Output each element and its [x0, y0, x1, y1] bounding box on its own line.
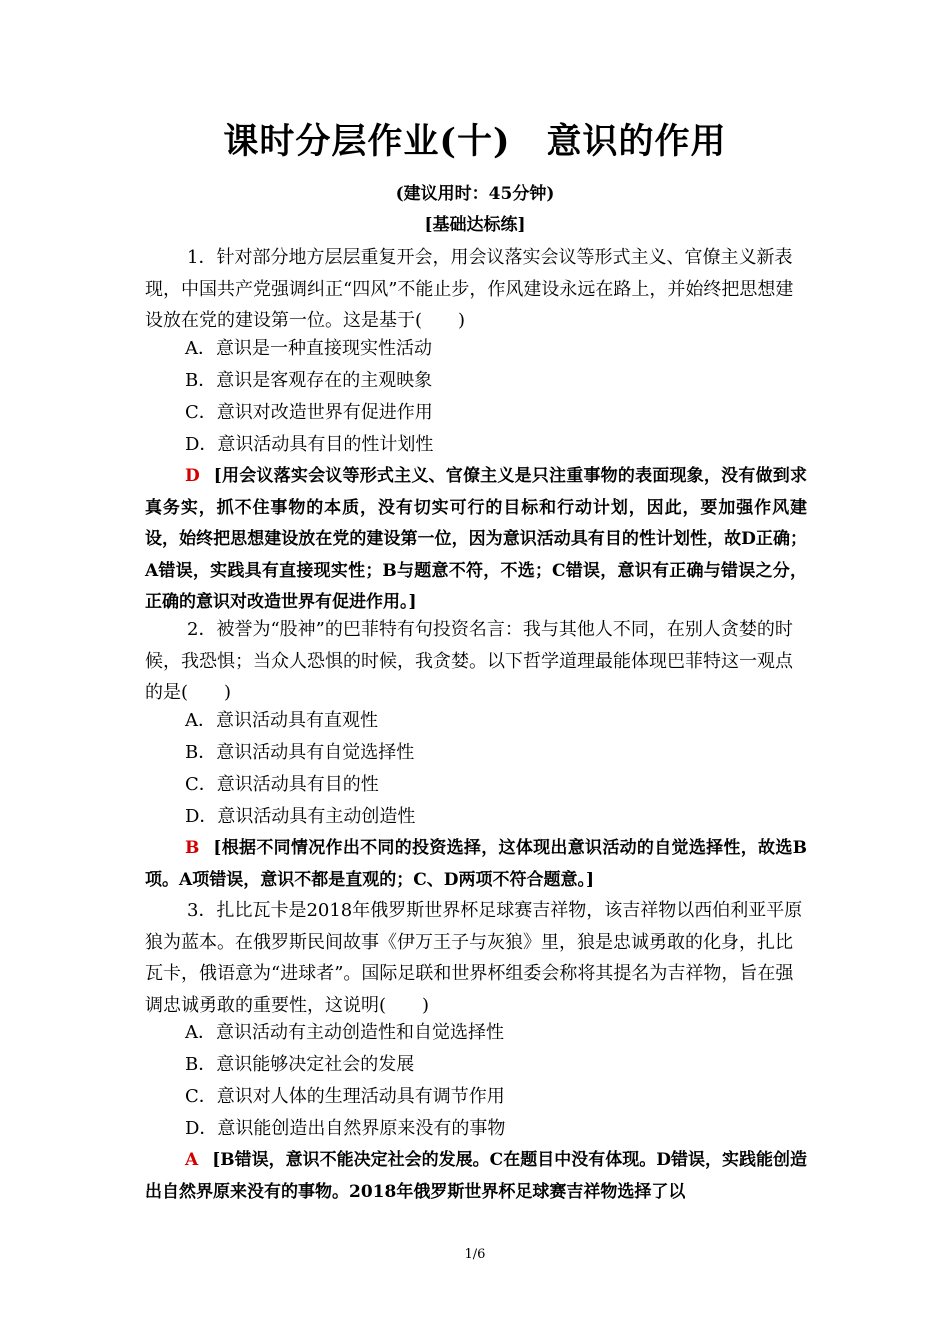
page-number: 1/6: [464, 1247, 486, 1262]
answer-letter: D: [185, 466, 200, 486]
question-2-answer: [145, 833, 807, 896]
question-2-option-b: B．意识活动具有自觉选择性: [185, 742, 415, 763]
question-2-option-c: C．意识活动具有目的性: [185, 774, 379, 795]
answer-explanation: [B错误，意识不能决定社会的发展。C在题目中没有体现。D错误，实践能创造出自然界原来没有的事物。2018年俄罗斯世界杯足球赛吉祥物选择了以: [145, 1150, 807, 1202]
title-topic: 意识的作用: [546, 121, 727, 162]
answer-explanation: [用会议落实会议等形式主义、官僚主义是只注重事物的表面现象，没有做到求真务实，抓不住事物的本质，没有切实可行的目标和行动计划，因此，要加强作风建设，始终把思想建设放在党的建设第一位，因为意识活动具有目的性计划性，故D正确；A错误，实践具有直接现实性；B与题意不符，不选；C错误，意识有正确与错误之分，正确的意识对改造世界有促进作用。]: [145, 466, 807, 612]
page-title: [0, 118, 950, 166]
question-3-stem: [145, 895, 807, 1021]
answer-letter: B: [185, 838, 200, 858]
question-3-option-c: C．意识对人体的生理活动具有调节作用: [185, 1086, 505, 1107]
question-3-option-d: D．意识能创造出自然界原来没有的事物: [185, 1118, 506, 1139]
question-1-answer: [145, 461, 807, 619]
question-1-option-a: A．意识是一种直接现实性活动: [185, 338, 432, 359]
time-note: (建议用时：45分钟): [395, 184, 555, 204]
question-3-answer: [145, 1145, 807, 1208]
question-stem-text: 3．扎比瓦卡是2018年俄罗斯世界杯足球赛吉祥物，该吉祥物以西伯利亚平原狼为蓝本。在俄罗斯民间故事《伊万王子与灰狼》里，狼是忠诚勇敢的化身，扎比瓦卡，俄语意为“进球者”。国际足联和世界杯组委会称将其提名为吉祥物，旨在强调忠诚勇敢的重要性，这说明( ): [145, 900, 803, 1016]
question-1-option-b: B．意识是客观存在的主观映象: [185, 370, 433, 391]
question-1-stem: [145, 242, 807, 337]
question-2-option-a: A．意识活动具有直观性: [185, 710, 378, 731]
answer-letter: A: [185, 1150, 199, 1170]
question-1-option-d: D．意识活动具有目的性计划性: [185, 434, 434, 455]
question-3-option-b: B．意识能够决定社会的发展: [185, 1054, 415, 1075]
question-3-option-a: A．意识活动有主动创造性和自觉选择性: [185, 1022, 504, 1043]
question-1-option-c: C．意识对改造世界有促进作用: [185, 402, 433, 423]
section-heading: [基础达标练]: [424, 215, 526, 235]
answer-explanation: [根据不同情况作出不同的投资选择，这体现出意识活动的自觉选择性，故选B项。A项错误，意识不都是直观的；C、D两项不符合题意。]: [145, 838, 807, 890]
title-main: 课时分层作业(十): [223, 121, 511, 162]
question-stem-text: 1．针对部分地方层层重复开会，用会议落实会议等形式主义、官僚主义新表现，中国共产党强调纠正“四风”不能止步，作风建设永远在路上，并始终把思想建设放在党的建设第一位。这是基于( ): [145, 247, 794, 331]
question-2-option-d: D．意识活动具有主动创造性: [185, 806, 416, 827]
question-stem-text: 2．被誉为“股神”的巴菲特有句投资名言：我与其他人不同，在别人贪婪的时候，我恐惧；当众人恐惧的时候，我贪婪。以下哲学道理最能体现巴菲特这一观点的是( ): [145, 619, 793, 703]
question-2-stem: [145, 614, 807, 709]
